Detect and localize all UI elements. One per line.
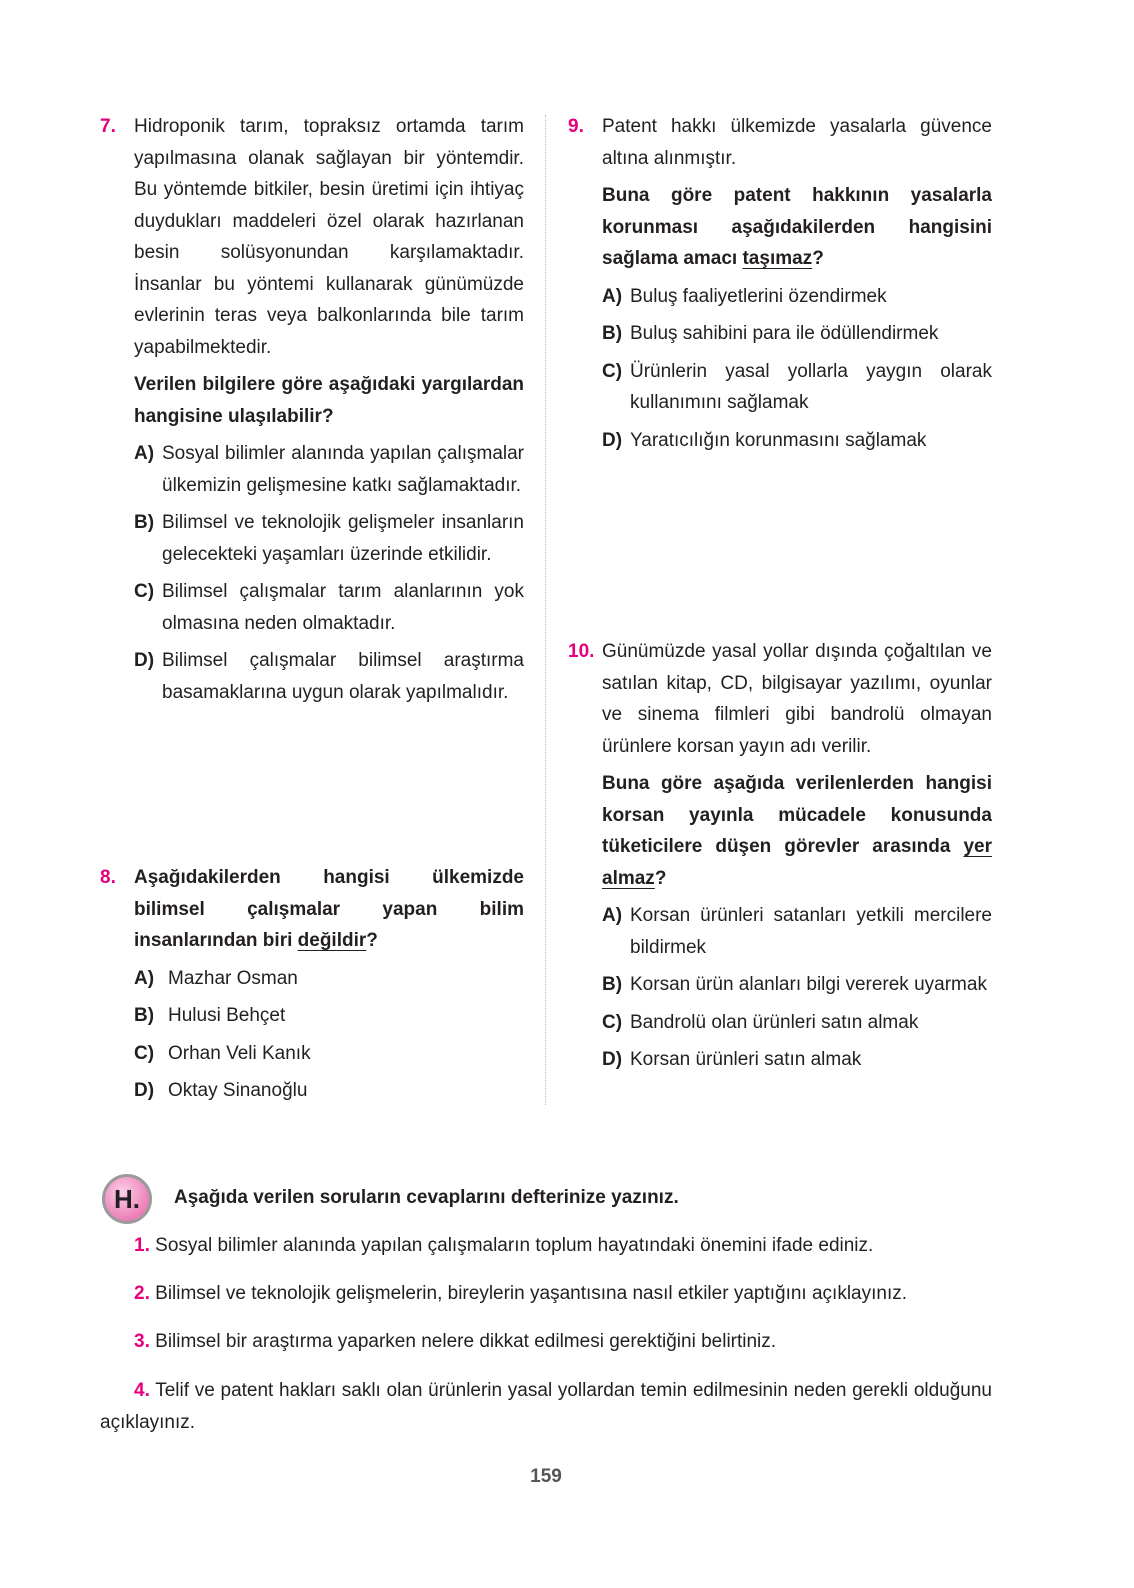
option-c[interactable] [602,356,992,419]
option-text: Bilimsel ve teknolojik gelişmeler insanların gelecekteki yaşamları üzerinde etkilidir. [162,512,524,565]
open-question-4 [100,1375,992,1438]
option-letter: C) [134,581,155,602]
question-8 [100,862,524,1113]
option-b[interactable] [602,318,992,350]
option-d[interactable] [602,1044,992,1076]
question-text: Günümüzde yasal yollar dışında çoğaltılan ve satılan kitap, CD, bilgisayar yazılımı, oyunlar ve sinema filmleri gibi bandrolü olmayan ürünlere korsan yayın adı verilir. [602,641,992,757]
question-number: 7. [100,116,116,137]
question-10 [568,636,992,1082]
stem-underlined: taşımaz [742,248,813,269]
question-stem [602,180,992,275]
stem-mark: ? [654,867,667,889]
option-d[interactable] [602,425,992,457]
open-question-3 [100,1326,992,1358]
page-number: 159 [530,1466,562,1487]
option-letter: B) [602,323,623,344]
option-d[interactable] [134,645,524,708]
option-letter: C) [602,1011,623,1033]
option-text: Oktay Sinanoğlu [168,1080,308,1101]
option-letter: D) [134,650,155,671]
option-c[interactable] [134,1038,524,1070]
option-text: Sosyal bilimler alanında yapılan çalışmalar ülkemizin gelişmesine katkı sağlamaktadır. [162,443,524,496]
option-letter: D) [134,1080,155,1101]
option-text: Buluş faaliyetlerini özendirmek [630,285,887,307]
option-text: Hulusi Behçet [168,1005,286,1026]
option-b[interactable] [134,1000,524,1032]
stem-text: Buna göre patent hakkının yasalarla korunması aşağıdakilerden hangisini sağlama amacı [602,185,992,269]
option-b[interactable] [134,507,524,570]
option-letter: B) [134,512,155,533]
question-number: 10. [568,641,595,662]
option-b[interactable] [602,969,992,1001]
item-number: 3. [134,1331,150,1352]
question-number: 8. [100,867,116,888]
option-a[interactable] [602,281,992,313]
item-text: Telif ve patent hakları saklı olan ürünlerin yasal yollardan temin edilmesinin neden gerekli olduğunu açıklayınız. [100,1380,993,1433]
item-text: Bilimsel bir araştırma yaparken nelere dikkat edilmesi gerektiğini belirtiniz. [155,1331,777,1352]
question-number: 9. [568,116,584,137]
stem-mark: ? [366,930,378,951]
option-d[interactable] [134,1075,524,1107]
option-letter: A) [602,285,623,307]
question-stem [602,768,992,894]
option-letter: C) [134,1042,155,1064]
stem-mark: ? [812,248,824,269]
option-letter: A) [602,905,623,926]
section-h-title: Aşağıda verilen soruların cevaplarını defterinize yazınız. [174,1187,679,1208]
option-c[interactable] [134,576,524,639]
option-letter: D) [602,1049,623,1070]
option-c[interactable] [602,1007,992,1039]
open-question-2 [100,1278,992,1310]
option-letter: A) [134,443,155,464]
option-a[interactable] [602,900,992,963]
item-number: 1. [134,1235,150,1256]
item-text: Bilimsel ve teknolojik gelişmelerin, bireylerin yaşantısına nasıl etkiler yaptığını açıklayınız. [155,1283,908,1304]
open-question-1 [100,1230,992,1262]
option-text: Ürünlerin yasal yollarla yaygın olarak kullanımını sağlamak [630,360,992,413]
stem-underlined: yer almaz [602,836,992,889]
option-letter: C) [602,360,623,382]
option-text: Bandrolü olan ürünleri satın almak [630,1011,919,1033]
stem-text: Buna göre aşağıda verilenlerden hangisi korsan yayınla mücadele konusunda tüketicilere düşen görevler arasında [602,773,992,857]
question-text: Hidroponik tarım, topraksız ortamda tarım yapılmasına olanak sağlayan bir yöntemdir. Bu yöntemde bitkiler, besin üretimi için ihtiyaç duydukları maddeleri özel olarak hazırlanan besin solüsyonundan karşılamaktadır. İnsanlar bu yöntemi kullanarak günümüzde evlerinin teras veya balkonlarında bile tarım yapabilmektedir. [134,116,524,358]
option-letter: B) [602,974,623,995]
option-letter: A) [134,967,155,989]
option-letter: D) [602,429,623,451]
option-text: Buluş sahibini para ile ödüllendirmek [630,323,939,344]
option-text: Mazhar Osman [168,967,298,989]
item-text: Sosyal bilimler alanında yapılan çalışmaların toplum hayatındaki önemini ifade ediniz. [155,1235,874,1256]
option-text: Bilimsel çalışmalar bilimsel araştırma basamaklarına uygun olarak yapılmalıdır. [162,650,524,703]
item-number: 2. [134,1283,150,1304]
question-7 [100,111,524,714]
option-a[interactable] [134,963,524,995]
section-h-badge: H. [102,1174,152,1224]
question-9 [568,111,992,462]
option-text: Korsan ürün alanları bilgi vererek uyarmak [630,974,987,995]
stem-text: Aşağıdakilerden hangisi ülkemizde bilimsel çalışmalar yapan bilim insanlarından biri [134,867,524,951]
question-stem [134,862,524,957]
option-text: Orhan Veli Kanık [168,1042,311,1064]
option-a[interactable] [134,438,524,501]
question-stem: Verilen bilgilere göre aşağıdaki yargılardan hangisine ulaşılabilir? [134,374,524,427]
question-text: Patent hakkı ülkemizde yasalarla güvence altına alınmıştır. [602,116,992,169]
option-text: Korsan ürünleri satın almak [630,1049,862,1070]
option-letter: B) [134,1005,155,1026]
option-text: Bilimsel çalışmalar tarım alanlarının yok olmasına neden olmaktadır. [162,581,524,634]
item-number: 4. [134,1380,150,1401]
column-divider [545,115,546,1105]
option-text: Yaratıcılığın korunmasını sağlamak [630,429,927,451]
option-text: Korsan ürünleri satanları yetkili mercilere bildirmek [630,905,992,958]
stem-underlined: değildir [297,930,367,951]
